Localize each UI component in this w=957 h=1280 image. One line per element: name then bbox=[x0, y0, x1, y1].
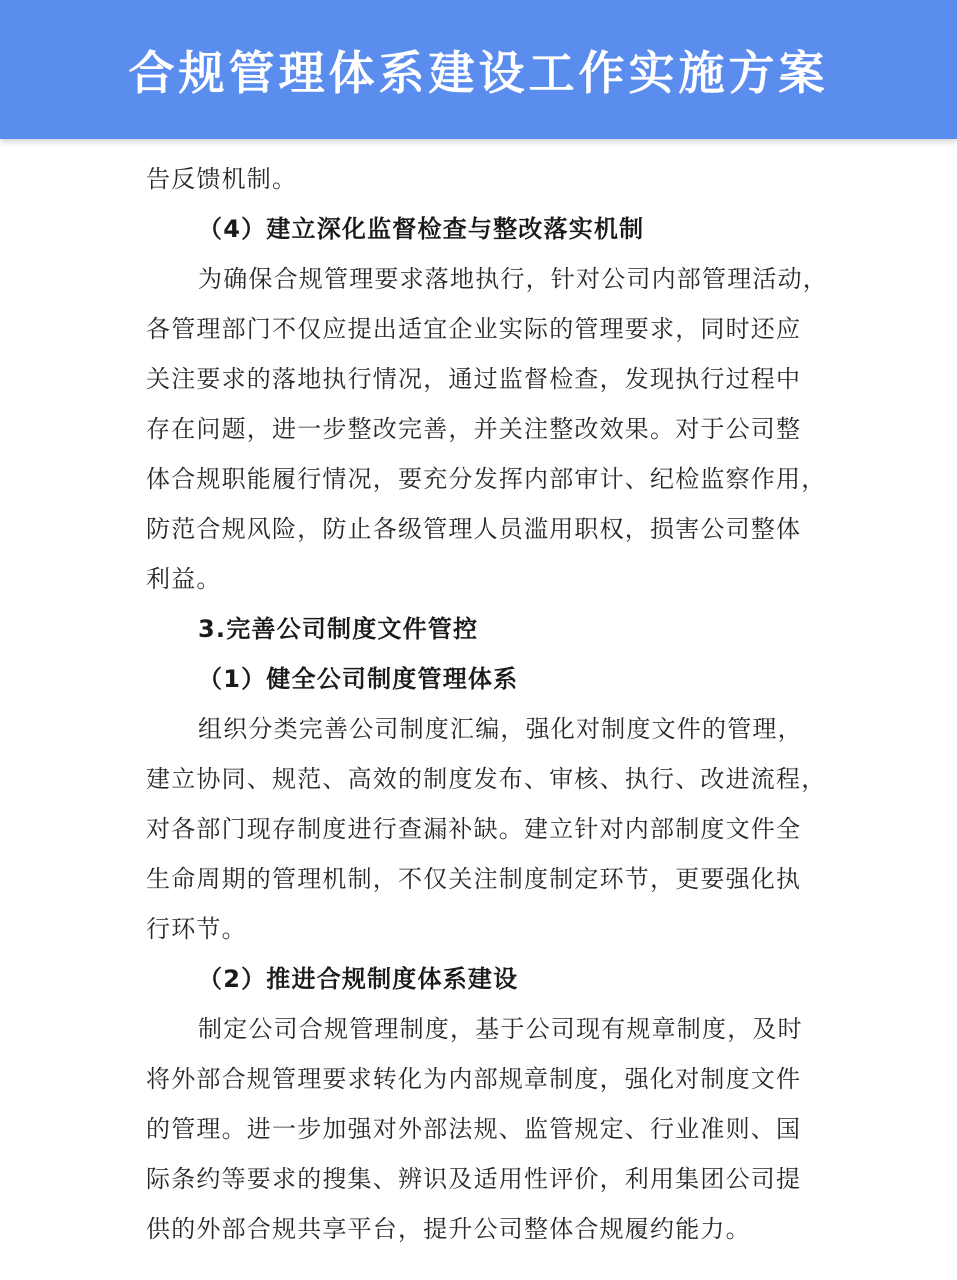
text-line: 关注要求的落地执行情况，通过监督检查，发现执行过程中 bbox=[146, 365, 802, 393]
text-line: 存在问题，进一步整改完善，并关注整改效果。对于公司整 bbox=[146, 415, 802, 443]
text-line: 制定公司合规管理制度，基于公司现有规章制度，及时 bbox=[198, 1015, 803, 1043]
text-line: 各管理部门不仅应提出适宜企业实际的管理要求，同时还应 bbox=[146, 315, 802, 343]
text-line: 将外部合规管理要求转化为内部规章制度，强化对制度文件 bbox=[146, 1065, 802, 1093]
text-line: 对各部门现存制度进行查漏补缺。建立针对内部制度文件全 bbox=[146, 815, 802, 843]
header-bar bbox=[0, 0, 957, 139]
section-heading: （4）建立深化监督检查与整改落实机制 bbox=[198, 215, 645, 243]
page-title: 合规管理体系建设工作实施方案 bbox=[128, 45, 829, 100]
text-line: 际条约等要求的搜集、辨识及适用性评价，利用集团公司提 bbox=[146, 1165, 802, 1193]
text-line: 的管理。进一步加强对外部法规、监管规定、行业准则、国 bbox=[146, 1115, 802, 1143]
text-line: 利益。 bbox=[146, 565, 222, 593]
text-line: 供的外部合规共享平台，提升公司整体合规履约能力。 bbox=[146, 1215, 751, 1243]
document-body bbox=[146, 154, 828, 1254]
section-heading: 3.完善公司制度文件管控 bbox=[198, 615, 479, 643]
text-line: 防范合规风险，防止各级管理人员滥用职权，损害公司整体 bbox=[146, 515, 802, 543]
text-line: 行环节。 bbox=[146, 915, 247, 943]
text-line: 体合规职能履行情况，要充分发挥内部审计、纪检监察作用， bbox=[146, 465, 827, 493]
text-line: 建立协同、规范、高效的制度发布、审核、执行、改进流程， bbox=[146, 765, 827, 793]
text-line: 为确保合规管理要求落地执行，针对公司内部管理活动， bbox=[198, 265, 828, 293]
text-line: 生命周期的管理机制，不仅关注制度制定环节，更要强化执 bbox=[146, 865, 802, 893]
section-heading: （1）健全公司制度管理体系 bbox=[198, 665, 519, 693]
section-heading: （2）推进合规制度体系建设 bbox=[198, 965, 519, 993]
text-line: 告反馈机制。 bbox=[146, 165, 298, 193]
text-line: 组织分类完善公司制度汇编，强化对制度文件的管理， bbox=[198, 715, 803, 743]
